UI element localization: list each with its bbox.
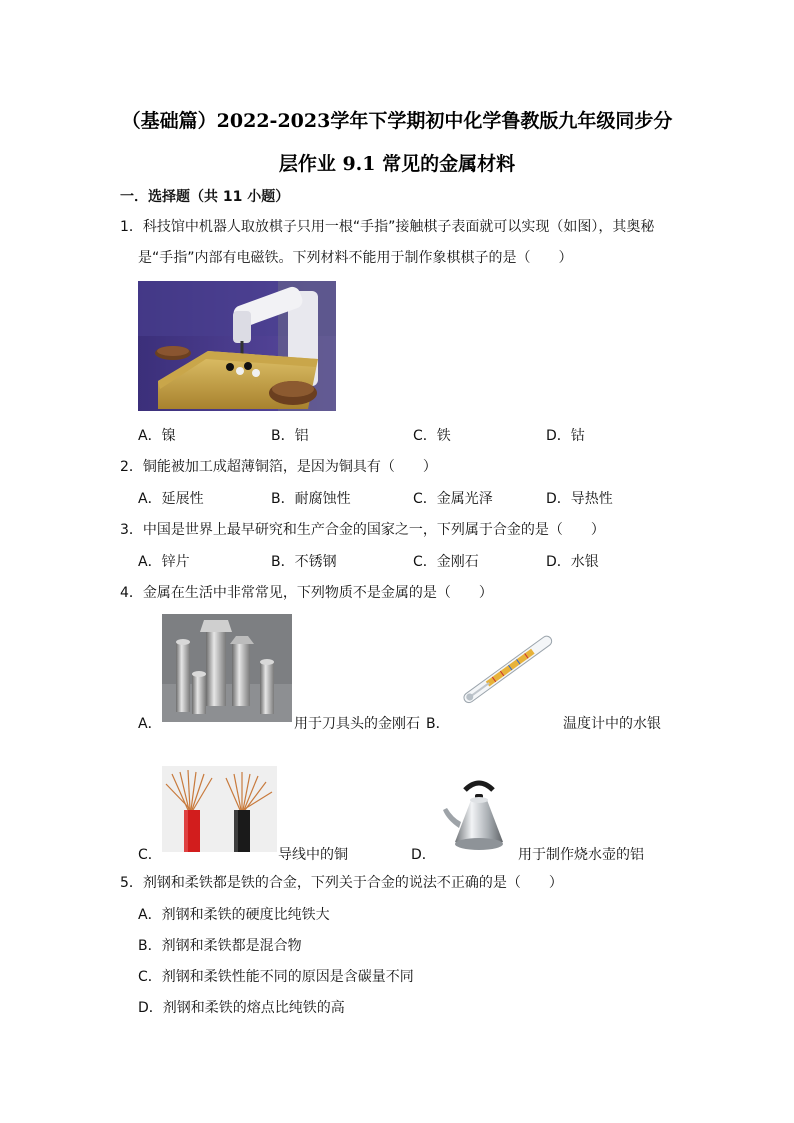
- q5-option-a: A．剂钢和柔铁的硬度比纯铁大: [138, 907, 330, 923]
- page-title-line2: 层作业 9.1 常见的金属材料: [278, 153, 516, 175]
- copper-wire-image: [162, 766, 277, 852]
- q3-option-d: D．水银: [546, 554, 599, 570]
- q5-option-d: D．剂钢和柔铁的熔点比纯铁的高: [138, 1000, 345, 1016]
- section-heading: 一．选择题（共 11 小题）: [120, 189, 290, 205]
- q4-option-d-letter: D．: [411, 847, 436, 863]
- q3-option-a: A．锌片: [138, 554, 190, 570]
- q3-option-b: B．不锈钢: [271, 554, 337, 570]
- q5-option-b: B．剂钢和柔铁都是混合物: [138, 938, 302, 954]
- q2-option-a: A．延展性: [138, 491, 204, 507]
- q4-option-c-letter: C．: [138, 847, 162, 863]
- q2-option-d: D．导热性: [546, 491, 613, 507]
- q4-option-a-text: 用于刀具头的金刚石: [294, 716, 420, 732]
- page-title-line1: （基础篇）2022-2023学年下学期初中化学鲁教版九年级同步分: [121, 110, 673, 132]
- q5-stem: 5．剂钢和柔铁都是铁的合金，下列关于合金的说法不正确的是（ ）: [120, 875, 563, 891]
- q5-option-c: C．剂钢和柔铁性能不同的原因是含碳量不同: [138, 969, 414, 985]
- q1-option-b: B．铝: [271, 428, 309, 444]
- q4-option-b-letter: B．: [426, 716, 450, 732]
- q4-option-d-text: 用于制作烧水壶的铝: [518, 847, 644, 863]
- q1-option-a: A．镍: [138, 428, 176, 444]
- robot-chess-image: [138, 281, 336, 411]
- q3-option-c: C．金刚石: [413, 554, 479, 570]
- q4-option-b-text: 温度计中的水银: [563, 716, 661, 732]
- q1-stem-line2: 是“手指”内部有电磁铁。下列材料不能用于制作象棋棋子的是（ ）: [138, 250, 573, 266]
- q3-stem: 3．中国是世界上最早研究和生产合金的国家之一，下列属于合金的是（ ）: [120, 522, 605, 538]
- q2-option-b: B．耐腐蚀性: [271, 491, 351, 507]
- thermometer-image: [457, 626, 563, 712]
- q4-option-c-text: 导线中的铜: [278, 847, 348, 863]
- kettle-image: [441, 776, 517, 856]
- q1-option-c: C．铁: [413, 428, 451, 444]
- cutting-tool-image: [162, 614, 292, 722]
- q1-option-d: D．钴: [546, 428, 585, 444]
- q2-stem: 2．铜能被加工成超薄铜箔，是因为铜具有（ ）: [120, 459, 437, 475]
- q1-stem-line1: 1．科技馆中机器人取放棋子只用一根“手指”接触棋子表面就可以实现（如图），其奥秘: [120, 219, 655, 235]
- q2-option-c: C．金属光泽: [413, 491, 493, 507]
- q4-stem: 4．金属在生活中非常常见，下列物质不是金属的是（ ）: [120, 585, 493, 601]
- q4-option-a-letter: A．: [138, 716, 162, 732]
